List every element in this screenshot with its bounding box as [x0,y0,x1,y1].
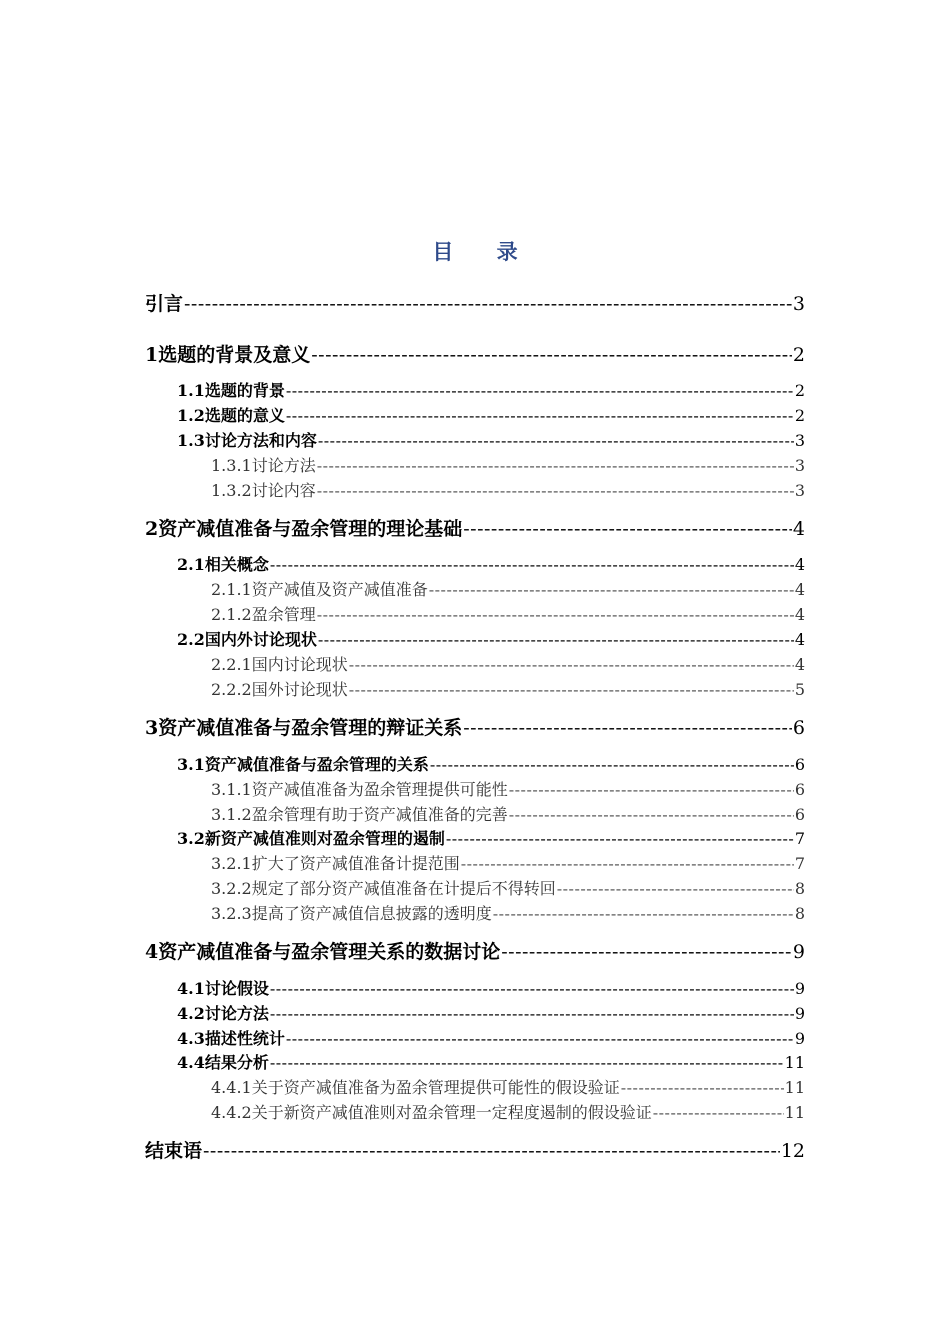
toc-page-number: 2 [794,381,805,400]
toc-entry[interactable] [177,554,805,576]
toc-entry-label: 1.3.1讨论方法 [211,456,316,475]
toc-entry[interactable] [211,853,805,875]
toc-entry-label: 1.1选题的背景 [177,381,285,400]
toc-page-number: 6 [794,805,805,824]
dot-leader [286,1028,794,1050]
toc-entry-label: 3.2新资产减值准则对盈余管理的遏制 [177,829,445,848]
toc-page-number: 4 [792,518,805,540]
toc-entry[interactable] [211,579,805,601]
dot-leader [621,1077,784,1099]
toc-entry[interactable] [211,779,805,801]
toc-entry[interactable] [211,1102,805,1124]
toc-page-number: 3 [794,456,805,475]
dot-leader [501,939,792,965]
toc-entry-label: 引言 [145,293,184,315]
dot-leader [317,455,794,477]
toc-entry-label: 1.3讨论方法和内容 [177,431,317,450]
toc-page-number: 8 [794,879,805,898]
toc-page-number: 2 [792,344,805,366]
dot-leader [463,516,792,542]
dot-leader [429,579,794,601]
toc-page-number: 8 [794,904,805,923]
dot-leader [270,554,794,576]
dot-leader [463,715,792,741]
toc-entry[interactable] [145,715,805,741]
toc-entry[interactable] [177,1052,805,1074]
dot-leader [270,978,794,1000]
toc-entry-label: 2.1.2盈余管理 [211,605,316,624]
dot-leader [430,754,794,776]
dot-leader [349,654,794,676]
toc-page-number: 6 [794,755,805,774]
toc-page-number: 11 [784,1053,805,1072]
toc-entry[interactable] [177,430,805,452]
dot-leader [653,1102,784,1124]
toc-entry-label: 2.2.2国外讨论现状 [211,680,348,699]
toc-entry[interactable] [145,1138,805,1164]
dot-leader [270,1003,794,1025]
toc-page-number: 2 [794,406,805,425]
toc-page-number: 9 [794,979,805,998]
toc-page-number: 12 [780,1140,805,1162]
dot-leader [270,1052,784,1074]
toc-entry-label: 4.4.1关于资产减值准备为盈余管理提供可能性的假设验证 [211,1078,620,1097]
toc-entry-label: 3.1.1资产减值准备为盈余管理提供可能性 [211,780,508,799]
toc-entry[interactable] [177,828,805,850]
dot-leader [509,804,794,826]
toc-entry-label: 1选题的背景及意义 [145,344,311,366]
toc-entry-label: 3.1资产减值准备与盈余管理的关系 [177,755,429,774]
toc-entry[interactable] [211,903,805,925]
toc-entry[interactable] [211,480,805,502]
toc-entry[interactable] [211,455,805,477]
toc-page-number: 5 [794,680,805,699]
dot-leader [349,679,794,701]
toc-page-number: 9 [792,941,805,963]
toc-entry-label: 4.4结果分析 [177,1053,269,1072]
toc-page-number: 11 [784,1078,805,1097]
toc-page-number: 7 [794,829,805,848]
dot-leader [311,342,792,368]
dot-leader [318,629,794,651]
toc-page-number: 11 [784,1103,805,1122]
toc-page-number: 6 [792,717,805,739]
toc-entry[interactable] [211,1077,805,1099]
toc-entry-label: 2.1相关概念 [177,555,269,574]
toc-page-number: 9 [794,1004,805,1023]
dot-leader [318,430,794,452]
toc-entry-label: 结束语 [145,1140,203,1162]
dot-leader [461,853,794,875]
dot-leader [446,828,794,850]
dot-leader [509,779,794,801]
toc-entry[interactable] [177,405,805,427]
toc-entry[interactable] [145,516,805,542]
toc-entry-label: 2.2国内外讨论现状 [177,630,317,649]
toc-entry[interactable] [177,978,805,1000]
toc-entry-label: 3.2.2规定了部分资产减值准备在计提后不得转回 [211,879,556,898]
toc-entry[interactable] [211,804,805,826]
dot-leader [493,903,794,925]
toc-entry-label: 3.1.2盈余管理有助于资产减值准备的完善 [211,805,508,824]
toc-page-number: 9 [794,1029,805,1048]
toc-entry[interactable] [211,654,805,676]
toc-entry-label: 2.1.1资产减值及资产减值准备 [211,580,428,599]
toc-entry[interactable] [145,291,805,317]
toc-entry[interactable] [211,679,805,701]
toc-entry-label: 3.2.1扩大了资产减值准备计提范围 [211,854,460,873]
toc-entry-label: 4.4.2关于新资产减值准则对盈余管理一定程度遏制的假设验证 [211,1103,652,1122]
page-title: 目 录 [432,239,536,264]
toc-entry-label: 3.2.3提高了资产减值信息披露的透明度 [211,904,492,923]
dot-leader [317,604,794,626]
toc-page-number: 3 [794,481,805,500]
toc-entry-label: 4.1讨论假设 [177,979,269,998]
toc-entry[interactable] [145,939,805,965]
toc-entry[interactable] [211,604,805,626]
toc-entry-label: 1.2选题的意义 [177,406,285,425]
toc-entry[interactable] [211,878,805,900]
toc-entry[interactable] [177,380,805,402]
toc-entry-label: 2资产减值准备与盈余管理的理论基础 [145,518,463,540]
dot-leader [203,1138,780,1164]
toc-page-number: 3 [792,293,805,315]
toc-page-number: 4 [794,555,805,574]
toc-entry[interactable] [177,629,805,651]
toc-entry-label: 4.2讨论方法 [177,1004,269,1023]
dot-leader [184,291,792,317]
toc-page-number: 4 [794,605,805,624]
toc-entry-label: 4.3描述性统计 [177,1029,285,1048]
toc-entry[interactable] [177,1028,805,1050]
dot-leader [557,878,794,900]
toc-entry[interactable] [145,342,805,368]
dot-leader [317,480,794,502]
dot-leader [286,405,794,427]
toc-page-number: 4 [794,580,805,599]
toc-entry-label: 2.2.1国内讨论现状 [211,655,348,674]
toc-entry[interactable] [177,1003,805,1025]
toc-page-number: 4 [794,630,805,649]
toc-entry[interactable] [177,754,805,776]
toc-page-number: 3 [794,431,805,450]
toc-page-number: 4 [794,655,805,674]
toc-page-number: 6 [794,780,805,799]
toc-entry-label: 4资产减值准备与盈余管理关系的数据讨论 [145,941,501,963]
toc-entry-label: 3资产减值准备与盈余管理的辩证关系 [145,717,463,739]
dot-leader [286,380,794,402]
toc-page-number: 7 [794,854,805,873]
toc-entry-label: 1.3.2讨论内容 [211,481,316,500]
